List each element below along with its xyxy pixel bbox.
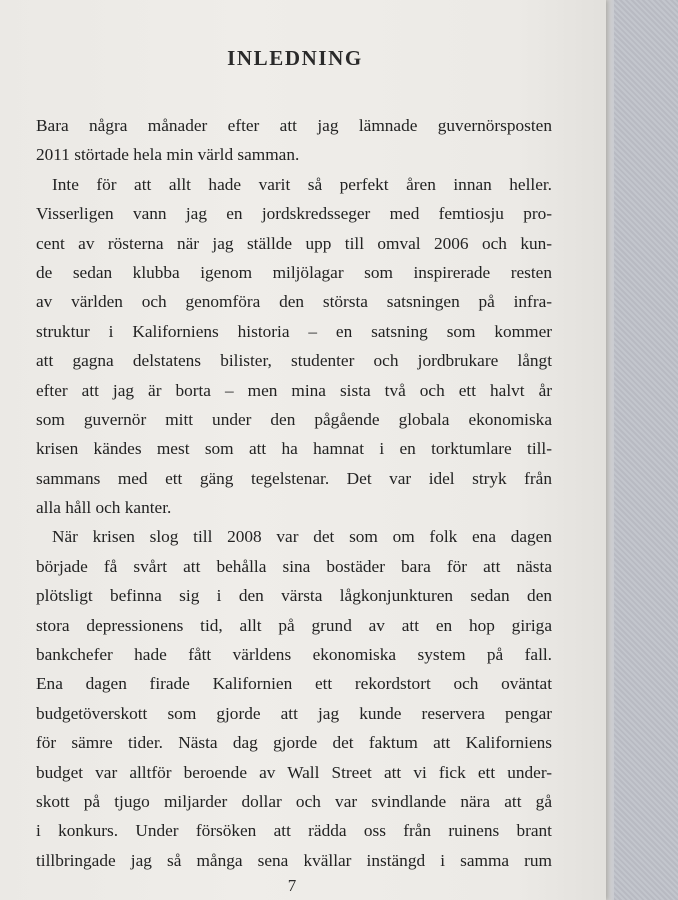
page-number: 7 xyxy=(287,876,297,895)
text-line: Ena dagen firade Kalifornien ett rekordstort och oväntat xyxy=(36,674,552,694)
text-line: efter att jag är borta – men mina sista två och ett halvt år xyxy=(36,380,552,400)
text-line: i konkurs. Under försöken att rädda oss från ruinens brant xyxy=(36,821,552,841)
text-line: att gagna delstatens bilister, studenter och jordbrukare långt xyxy=(36,351,552,371)
chapter-heading: INLEDNING xyxy=(227,46,363,70)
text-line: Visserligen vann jag en jordskredsseger med femtiosju pro- xyxy=(36,204,552,224)
text-line: av världen och genomföra den största satsningen på infra- xyxy=(36,292,552,312)
text-line: struktur i Kaliforniens historia – en satsning som kommer xyxy=(36,321,552,341)
text-line: bankchefer hade fått världens ekonomiska system på fall. xyxy=(36,645,552,665)
text-line: Bara några månader efter att jag lämnade guvernörsposten xyxy=(36,116,552,135)
text-line: för sämre tider. Nästa dag gjorde det faktum att Kaliforniens xyxy=(36,733,552,753)
text-line: de sedan klubba igenom miljölagar som inspirerade resten xyxy=(36,262,552,282)
text-line: cent av rösterna när jag ställde upp till omval 2006 och kun- xyxy=(36,233,552,253)
text-line: budgetöverskott som gjorde att jag kunde reservera pengar xyxy=(36,703,552,723)
text-line: tillbringade jag så många sena kvällar instängd i samma rum xyxy=(36,850,552,870)
text-line: plötsligt befinna sig i den värsta lågkonjunkturen sedan den xyxy=(36,586,552,606)
text-line: 2011 störtade hela min värld samman. xyxy=(36,145,300,165)
page-edge xyxy=(606,0,614,900)
text-line: budget var alltför beroende av Wall Street att vi fick ett under- xyxy=(36,762,552,782)
text-line: stora depressionens tid, allt på grund av att en hop giriga xyxy=(36,615,552,635)
text-line: Inte för att allt hade varit så perfekt åren innan heller. xyxy=(52,174,552,194)
text-line: som guvernör mitt under den pågående globala ekonomiska xyxy=(36,409,552,429)
text-line: började få svårt att behålla sina bostäder bara för att nästa xyxy=(36,556,552,576)
text-line: krisen kändes mest som att ha hamnat i en torktumlare till- xyxy=(36,439,552,459)
text-line: alla håll och kanter. xyxy=(36,498,172,518)
text-line: sammans med ett gäng tegelstenar. Det var idel stryk från xyxy=(36,468,552,488)
body-text xyxy=(36,111,552,875)
text-line: När krisen slog till 2008 var det som om folk ena dagen xyxy=(52,527,552,547)
text-line: skott på tjugo miljarder dollar och var svindlande nära att gå xyxy=(36,791,552,811)
